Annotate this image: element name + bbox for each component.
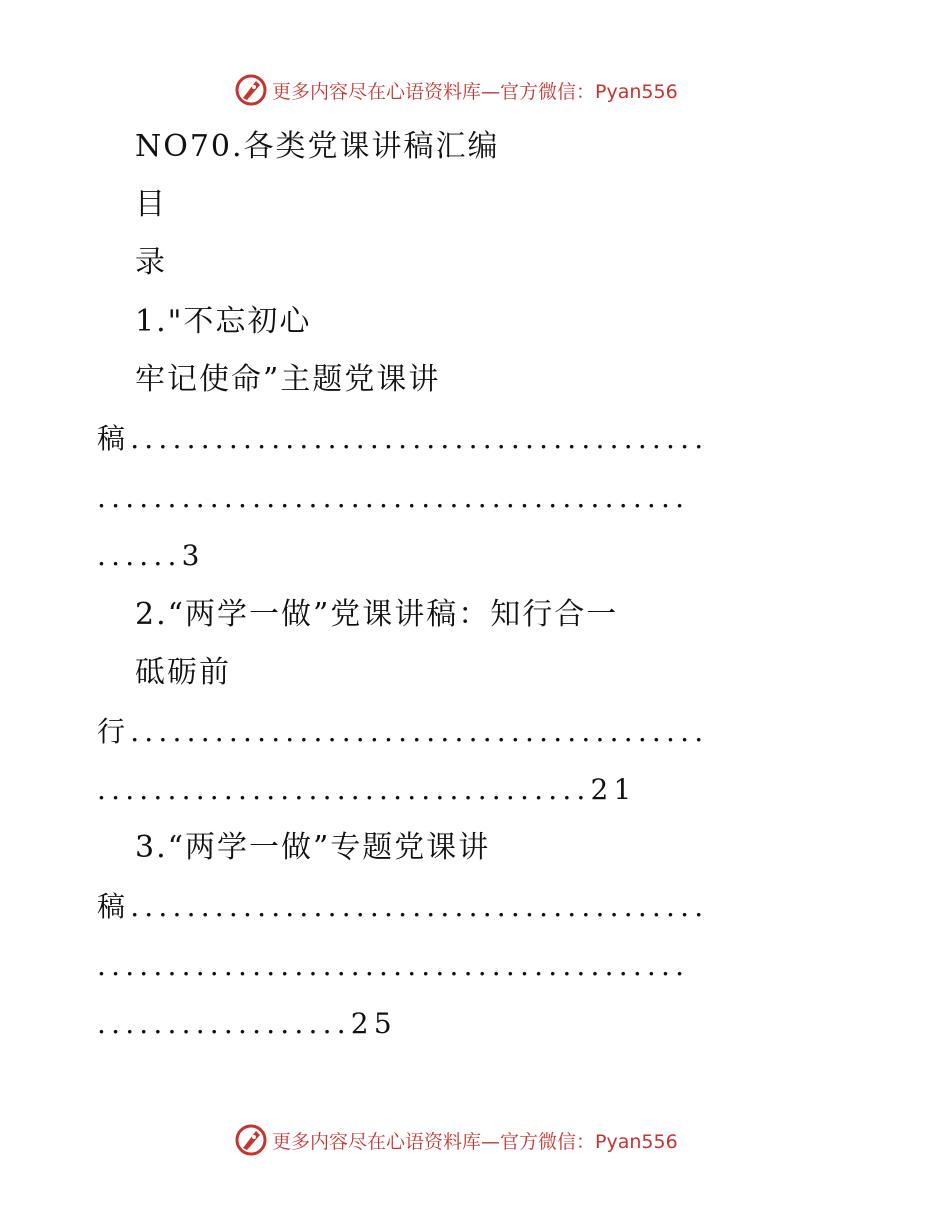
toc-entry-3-line-1: 3.“两学一做”专题党课讲	[135, 830, 491, 865]
toc-heading-1: 目	[135, 187, 167, 222]
document-title: NO70.各类党课讲稿汇编	[135, 129, 500, 164]
toc-entry-3-line-2: 稿.........................................	[97, 890, 709, 923]
toc-entry-1-line-1: 1."不忘初心	[135, 304, 312, 339]
pen-nib-logo-icon	[234, 73, 268, 107]
pen-nib-logo-icon	[234, 1123, 268, 1157]
toc-entry-2-line-4: ...................................21	[97, 773, 637, 806]
footer-banner	[234, 1120, 714, 1160]
header-banner	[234, 70, 714, 110]
toc-entry-1-line-5: ......3	[97, 539, 205, 572]
toc-entry-1-line-4: ..........................................	[97, 481, 690, 514]
toc-entry-2-line-1: 2.“两学一做”党课讲稿：知行合一	[135, 597, 619, 632]
banner-text: 更多内容尽在心语资料库—官方微信：Pyan556	[272, 1130, 678, 1153]
toc-entry-2-line-2: 砥砺前	[135, 655, 231, 690]
toc-entry-3-line-3: ..........................................	[97, 949, 690, 982]
toc-heading-2: 录	[135, 245, 167, 280]
toc-entry-2-line-3: 行.........................................	[97, 715, 709, 748]
toc-entry-1-line-2: 牢记使命”主题党课讲	[135, 362, 441, 397]
toc-entry-1-line-3: 稿.........................................	[97, 422, 709, 455]
toc-entry-3-line-4: ..................25	[97, 1007, 397, 1040]
banner-text: 更多内容尽在心语资料库—官方微信：Pyan556	[272, 80, 678, 103]
